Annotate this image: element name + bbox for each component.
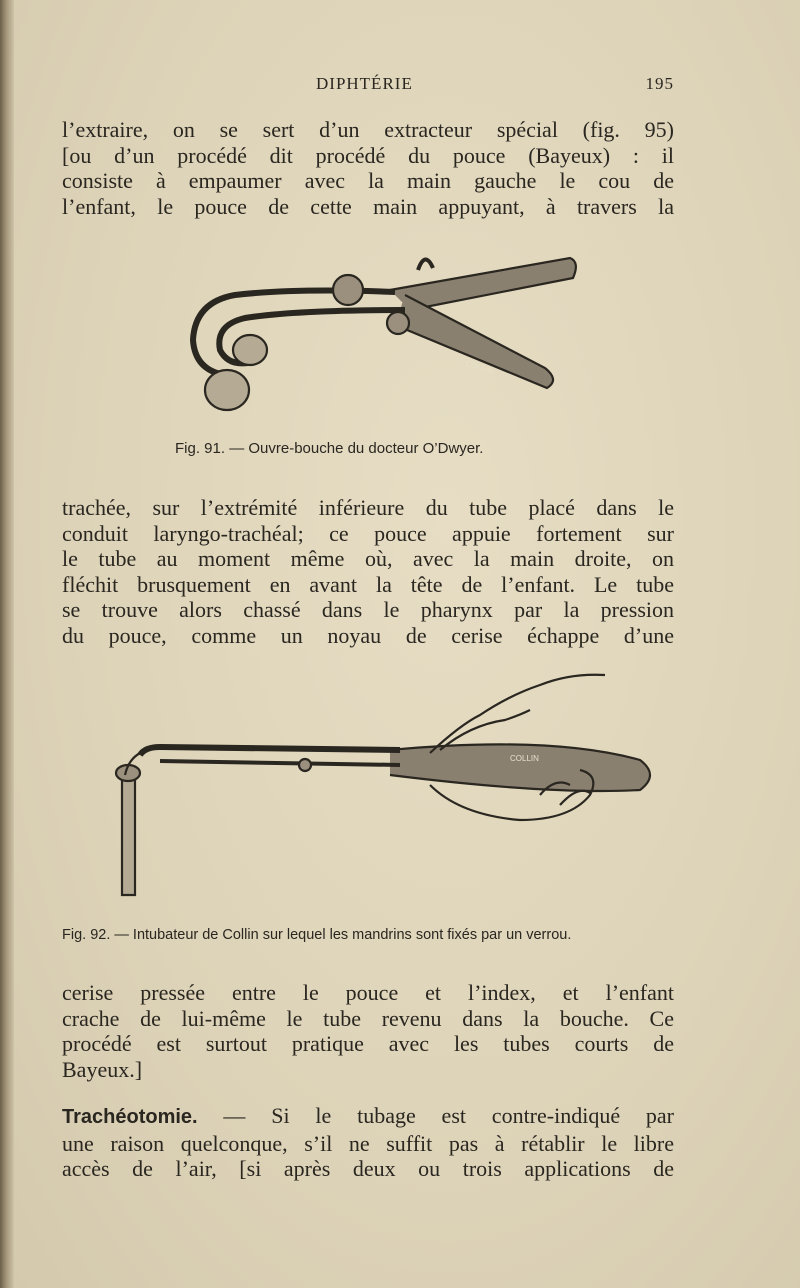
mouth-gag-illustration [175,240,595,430]
text-line: fléchit brusquement en avant la tête de l’enfant. Le tube [62,571,674,597]
paragraph-pouce [62,495,674,648]
engraved-mark: COLLIN [464,358,495,377]
text-line: l’enfant, le pouce de cette main appuyant, à travers la [62,193,674,219]
text-line: se trouve alors chassé dans le pharynx par la pression [62,597,674,622]
paragraph-extraction [62,117,674,219]
intubator-illustration [100,665,660,905]
section-heading: Trachéotomie. [62,1106,198,1128]
text-line: trachée, sur l’extrémité inférieure du tube placé dans le [62,495,674,520]
paragraph-cerise [62,980,674,1082]
paragraph-tracheotomie [62,1103,674,1182]
text-line: [ou d’un procédé dit procédé du pouce (Bayeux) : il [62,142,674,168]
text-line: Bayeux.] [62,1056,143,1082]
book-spine-edge [0,0,14,1288]
text-line: l’extraire, on se sert d’un extracteur spécial (fig. 95) [62,117,674,142]
running-title: DIPHTÉRIE [316,74,413,93]
text-line: une raison quelconque, s’il ne suffit pas à rétablir le libre [62,1130,674,1156]
text-line: consiste à empaumer avec la main gauche le cou de [62,168,674,193]
running-header [62,74,674,98]
text-line: crache de lui-même le tube revenu dans la bouche. Ce [62,1005,674,1031]
text-line: accès de l’air, [si après deux ou trois applications de [62,1156,674,1181]
figure-92-caption: Fig. 92. — Intubateur de Collin sur lequel les mandrins sont fixés par un verrou. [62,927,572,943]
text-line: du pouce, comme un noyau de cerise échappe d’une [62,622,674,648]
page-number: 195 [645,74,674,93]
text-line: cerise pressée entre le pouce et l’index, et l’enfant [62,980,674,1005]
heading-continuation: — Si le tubage est contre-indiqué par [197,1103,674,1128]
text-line: procédé est surtout pratique avec les tubes courts de [62,1031,674,1056]
text-line: le tube au moment même où, avec la main droite, on [62,546,674,571]
text-line: conduit laryngo-trachéal; ce pouce appuie fortement sur [62,520,674,546]
text-line [62,1103,674,1131]
figure-91-caption: Fig. 91. — Ouvre-bouche du docteur O’Dwyer. [175,440,484,457]
engraved-mark: COLLIN [510,754,539,763]
